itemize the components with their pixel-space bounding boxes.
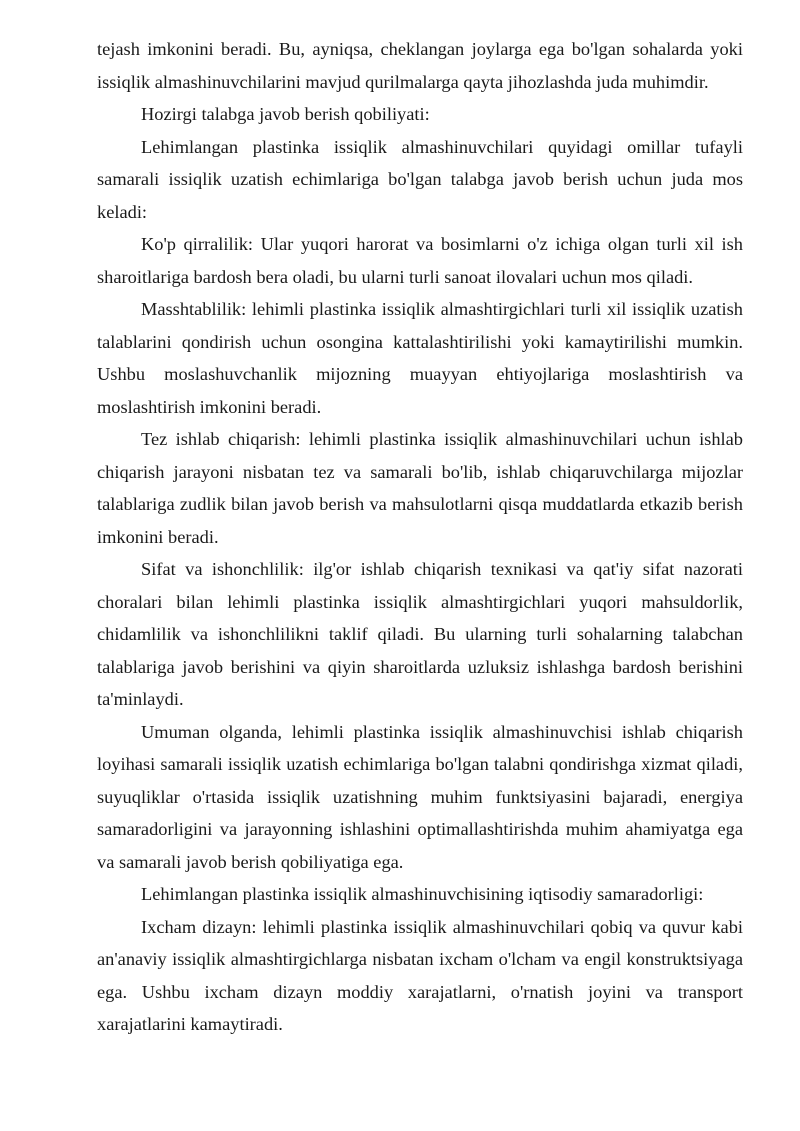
paragraph-heading-demand: Hozirgi talabga javob berish qobiliyati: xyxy=(141,104,430,124)
paragraph-heading-economic: Lehimlangan plastinka issiqlik almashinuvchisining iqtisodiy samaradorligi: xyxy=(141,884,704,904)
paragraph-fast-production: Tez ishlab chiqarish: lehimli plastinka issiqlik almashinuvchilari uchun ishlab chiqarish jarayoni nisbatan tez va samarali bo'lib, ishlab chiqaruvchilarga mijozlar talablariga zudlik bilan javob berish va mahsulotlarni qisqa muddatlarda etkazib berish imkonini beradi. xyxy=(97,429,743,547)
paragraph-scalability: Masshtablilik: lehimli plastinka issiqlik almashtirgichlari turli xil issiqlik uzatish talablarini qondirish uchun osongina kattalashtirilishi yoki kamaytirilishi mumkin. Ushbu moslashuvchanlik mijozning muayyan ehtiyojlariga moslashtirish va moslashtirish imkonini beradi. xyxy=(97,299,743,417)
paragraph-versatility: Ko'p qirralilik: Ular yuqori harorat va bosimlarni o'z ichiga olgan turli xil ish sharoitlariga bardosh bera oladi, bu ularni turli sanoat ilovalari uchun mos qiladi. xyxy=(97,234,743,287)
paragraph-compact-design: Ixcham dizayn: lehimli plastinka issiqlik almashinuvchilari qobiq va quvur kabi an'anaviy issiqlik almashtirgichlarga nisbatan ixcham o'lcham va engil konstruktsiyaga ega. Ushbu ixcham dizayn moddiy xarajatlarni, o'rnatish joyini va transport xarajatlarini kamaytiradi. xyxy=(97,916,743,1034)
paragraph-intro-factors: Lehimlangan plastinka issiqlik almashinuvchilari quyidagi omillar tufayli samarali issiqlik uzatish echimlariga bo'lgan talabga javob berish uchun juda mos keladi: xyxy=(97,136,743,222)
paragraph-continuation: tejash imkonini beradi. Bu, ayniqsa, cheklangan joylarga ega bo'lgan sohalarda yoki issiqlik almashinuvchilarini mavjud qurilmalarga qayta jihozlashda juda muhimdir. xyxy=(97,39,743,92)
paragraph-quality-reliability: Sifat va ishonchlilik: ilg'or ishlab chiqarish texnikasi va qat'iy sifat nazorati choralari bilan lehimli plastinka issiqlik almashtirgichlari yuqori mahsuldorlik, chidamlilik va ishonchlilikni taklif qiladi. Bu ularning turli sohalarning talabchan talablariga javob berishini va qiyin sharoitlarda uzluksiz ishlashga bardosh berishini ta'minlaydi. xyxy=(97,559,743,709)
paragraph-summary: Umuman olganda, lehimli plastinka issiqlik almashinuvchisi ishlab chiqarish loyihasi samarali issiqlik uzatish echimlariga bo'lgan talabni qondirishga xizmat qiladi, suyuqliklar o'rtasida issiqlik uzatishning muhim funktsiyasini bajaradi, energiya samaradorligini va jarayonning ishlashini optimallashtirishda muhim ahamiyatga ega va samarali javob berish qobiliyatiga ega. xyxy=(97,721,743,872)
document-page xyxy=(97,33,743,1041)
